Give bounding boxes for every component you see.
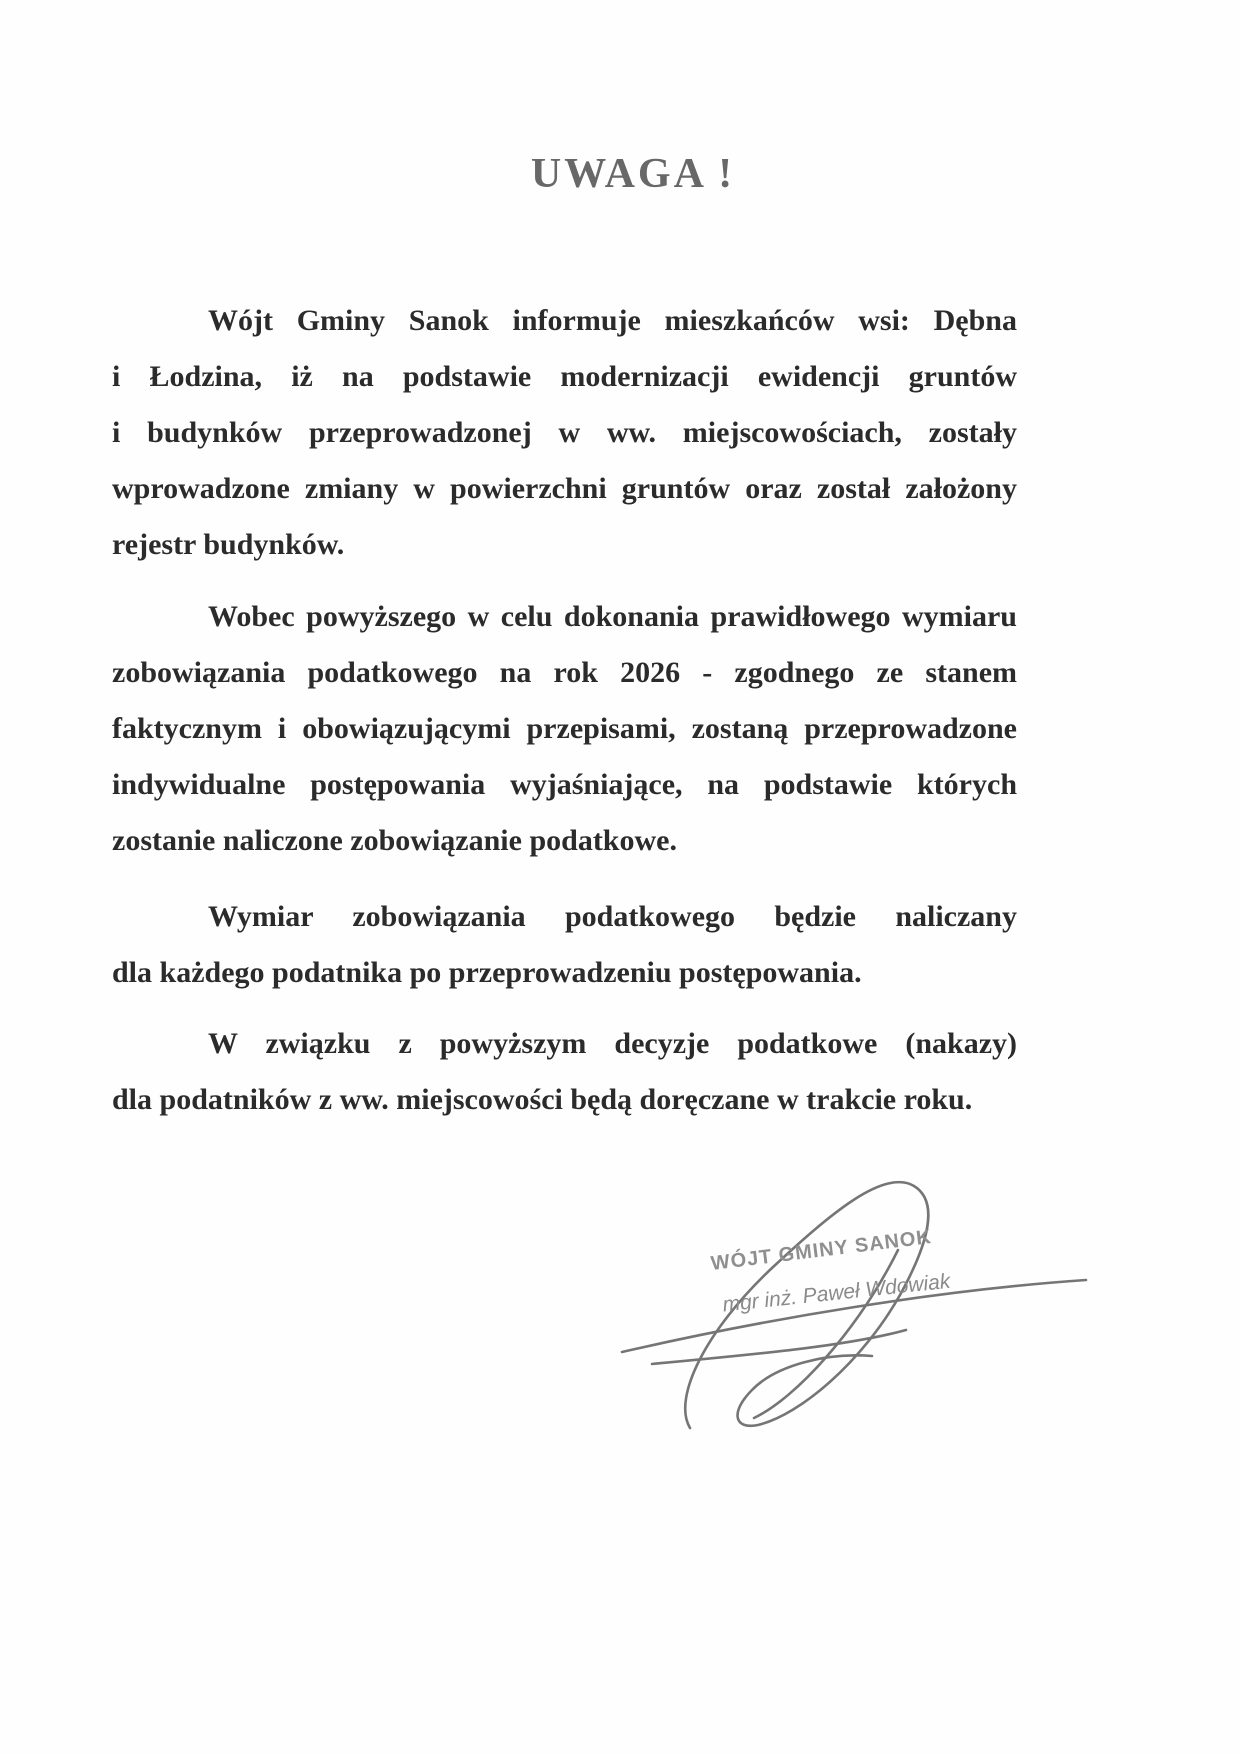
paragraph <box>112 293 1017 573</box>
text-line: Wójt Gminy Sanok informuje mieszkańców wsi: Dębna <box>208 304 1017 337</box>
text-line: Wobec powyższego w celu dokonania prawidłowego wymiaru <box>208 600 1017 633</box>
text-line: zostanie naliczone zobowiązanie podatkowe. <box>112 824 677 857</box>
signature-block <box>560 1140 1160 1470</box>
text-line: faktycznym i obowiązującymi przepisami, zostaną przeprowadzone <box>112 712 1017 745</box>
paragraph <box>112 889 1017 1001</box>
text-line: W związku z powyższym decyzje podatkowe (nakazy) <box>208 1027 1017 1060</box>
handwritten-signature <box>560 1140 1160 1470</box>
text-line: dla każdego podatnika po przeprowadzeniu postępowania. <box>112 956 862 989</box>
paragraph <box>112 589 1017 869</box>
text-line: wprowadzone zmiany w powierzchni gruntów oraz został założony <box>112 472 1017 505</box>
text-line: rejestr budynków. <box>112 528 345 561</box>
text-line: dla podatników z ww. miejscowości będą doręczane w trakcie roku. <box>112 1083 973 1116</box>
document-body <box>112 293 1017 1128</box>
text-line: Wymiar zobowiązania podatkowego będzie naliczany <box>208 900 1017 933</box>
text-line: i Łodzina, iż na podstawie modernizacji ewidencji gruntów <box>112 360 1017 393</box>
text-line: zobowiązania podatkowego na rok 2026 - zgodnego ze stanem <box>112 656 1017 689</box>
page-title: UWAGA ! <box>530 151 736 197</box>
stamp-signatory-name: mgr inż. Paweł Wdowiak <box>721 1269 952 1317</box>
stamp-office-title: WÓJT GMINY SANOK <box>709 1226 933 1275</box>
text-line: i budynków przeprowadzonej w ww. miejscowościach, zostały <box>112 416 1017 449</box>
paragraph <box>112 1016 1017 1128</box>
text-line: indywidualne postępowania wyjaśniające, na podstawie których <box>112 768 1017 801</box>
